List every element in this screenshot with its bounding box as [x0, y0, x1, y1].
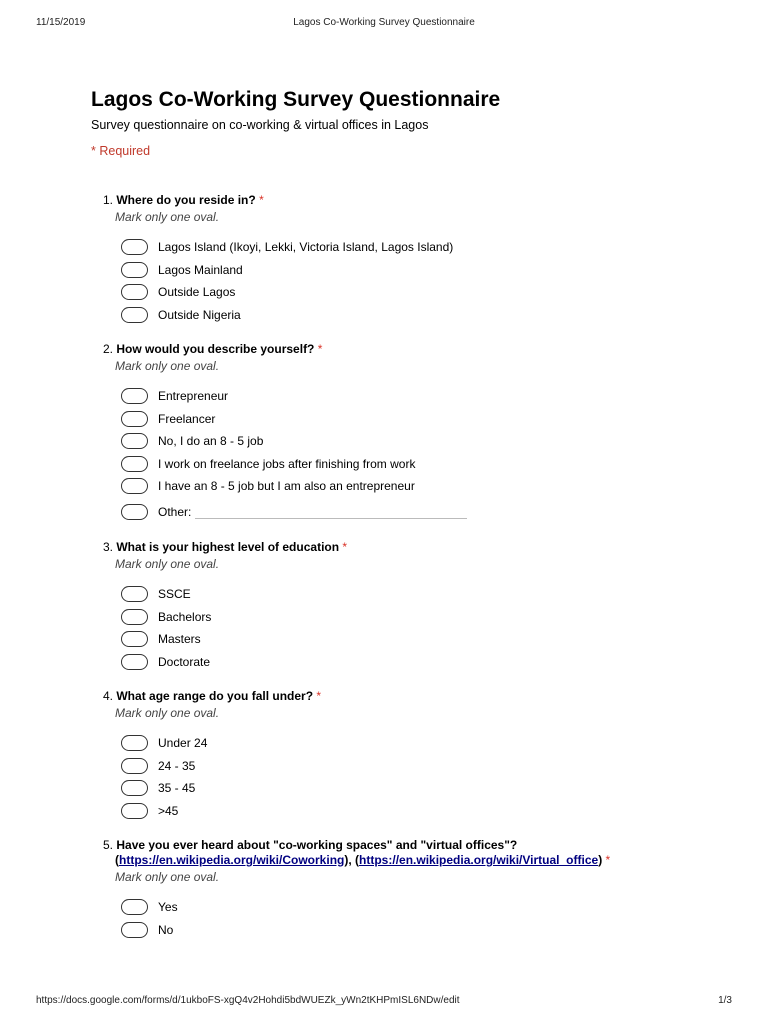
- radio-oval[interactable]: [121, 284, 148, 300]
- option-24-35[interactable]: 24 - 35: [121, 755, 728, 778]
- option-lagos-mainland[interactable]: Lagos Mainland: [121, 259, 728, 282]
- option-doctorate[interactable]: Doctorate: [121, 651, 728, 674]
- question-4: [103, 689, 728, 822]
- option-job-and-entrepreneur[interactable]: I have an 8 - 5 job but I am also an entrepreneur: [121, 475, 728, 498]
- option-freelance-after-work[interactable]: I work on freelance jobs after finishing from work: [121, 453, 728, 476]
- virtual-office-wiki-link[interactable]: https://en.wikipedia.org/wiki/Virtual_office: [359, 853, 599, 867]
- radio-oval[interactable]: [121, 899, 148, 915]
- radio-oval[interactable]: [121, 758, 148, 774]
- print-title: Lagos Co-Working Survey Questionnaire: [293, 17, 475, 28]
- required-asterisk: *: [259, 193, 264, 207]
- option-outside-nigeria[interactable]: Outside Nigeria: [121, 304, 728, 327]
- option-yes[interactable]: Yes: [121, 896, 728, 919]
- option-list: [121, 732, 728, 822]
- question-5: [103, 838, 728, 941]
- required-asterisk: *: [342, 540, 348, 554]
- option-freelancer[interactable]: Freelancer: [121, 408, 728, 431]
- radio-oval[interactable]: [121, 803, 148, 819]
- coworking-wiki-link[interactable]: https://en.wikipedia.org/wiki/Coworking: [119, 853, 345, 867]
- required-asterisk: *: [317, 342, 323, 356]
- radio-oval[interactable]: [121, 433, 148, 449]
- radio-oval[interactable]: [121, 478, 148, 494]
- option-under-24[interactable]: Under 24: [121, 732, 728, 755]
- option-no[interactable]: No: [121, 919, 728, 942]
- radio-oval[interactable]: [121, 631, 148, 647]
- option-list: [121, 385, 728, 523]
- option-8-5-job[interactable]: No, I do an 8 - 5 job: [121, 430, 728, 453]
- question-3: [103, 540, 728, 673]
- form-title: Lagos Co-Working Survey Questionnaire: [91, 88, 501, 111]
- radio-oval[interactable]: [121, 388, 148, 404]
- option-other[interactable]: Other:: [121, 501, 728, 524]
- radio-oval[interactable]: [121, 262, 148, 278]
- radio-oval[interactable]: [121, 411, 148, 427]
- option-entrepreneur[interactable]: Entrepreneur: [121, 385, 728, 408]
- option-list: [121, 236, 728, 326]
- question-2: [103, 342, 728, 523]
- question-title: 3. What is your highest level of education *: [103, 540, 348, 554]
- question-hint: Mark only one oval.: [115, 870, 220, 884]
- option-outside-lagos[interactable]: Outside Lagos: [121, 281, 728, 304]
- required-asterisk: *: [316, 689, 322, 703]
- required-asterisk: *: [605, 853, 611, 867]
- question-1: [103, 193, 728, 326]
- question-title: 2. How would you describe yourself? *: [103, 342, 323, 356]
- question-title: 4. What age range do you fall under? *: [103, 689, 322, 703]
- option-over-45[interactable]: >45: [121, 800, 728, 823]
- radio-oval[interactable]: [121, 922, 148, 938]
- option-masters[interactable]: Masters: [121, 628, 728, 651]
- question-hint: Mark only one oval.: [115, 359, 220, 373]
- question-title: 1. Where do you reside in? *: [103, 193, 264, 207]
- other-text-field[interactable]: [195, 518, 467, 519]
- option-bachelors[interactable]: Bachelors: [121, 606, 728, 629]
- option-35-45[interactable]: 35 - 45: [121, 777, 728, 800]
- option-ssce[interactable]: SSCE: [121, 583, 728, 606]
- radio-oval[interactable]: [121, 780, 148, 796]
- radio-oval[interactable]: [121, 239, 148, 255]
- form-description: Survey questionnaire on co-working & virtual offices in Lagos: [91, 118, 429, 132]
- print-url: https://docs.google.com/forms/d/1ukboFS-xgQ4v2Hohdi5bdWUEZk_yWn2tKHPmISL6NDw/edit: [36, 995, 460, 1006]
- print-date: 11/15/2019: [36, 17, 86, 28]
- question-hint: Mark only one oval.: [115, 706, 220, 720]
- radio-oval[interactable]: [121, 307, 148, 323]
- radio-oval[interactable]: [121, 654, 148, 670]
- radio-oval[interactable]: [121, 504, 148, 520]
- option-list: [121, 583, 728, 673]
- question-hint: Mark only one oval.: [115, 210, 220, 224]
- question-title: 5. Have you ever heard about "co-working spaces" and "virtual offices"? (https://en.wikipedia.org/wiki/Coworking), (https://en.wikipedia.org/wiki/Virtual_office) *: [103, 838, 611, 867]
- radio-oval[interactable]: [121, 586, 148, 602]
- radio-oval[interactable]: [121, 609, 148, 625]
- page-number: 1/3: [718, 995, 732, 1006]
- option-lagos-island[interactable]: Lagos Island (Ikoyi, Lekki, Victoria Island, Lagos Island): [121, 236, 728, 259]
- question-hint: Mark only one oval.: [115, 557, 220, 571]
- required-note: * Required: [91, 144, 151, 158]
- radio-oval[interactable]: [121, 456, 148, 472]
- radio-oval[interactable]: [121, 735, 148, 751]
- option-list: [121, 896, 728, 941]
